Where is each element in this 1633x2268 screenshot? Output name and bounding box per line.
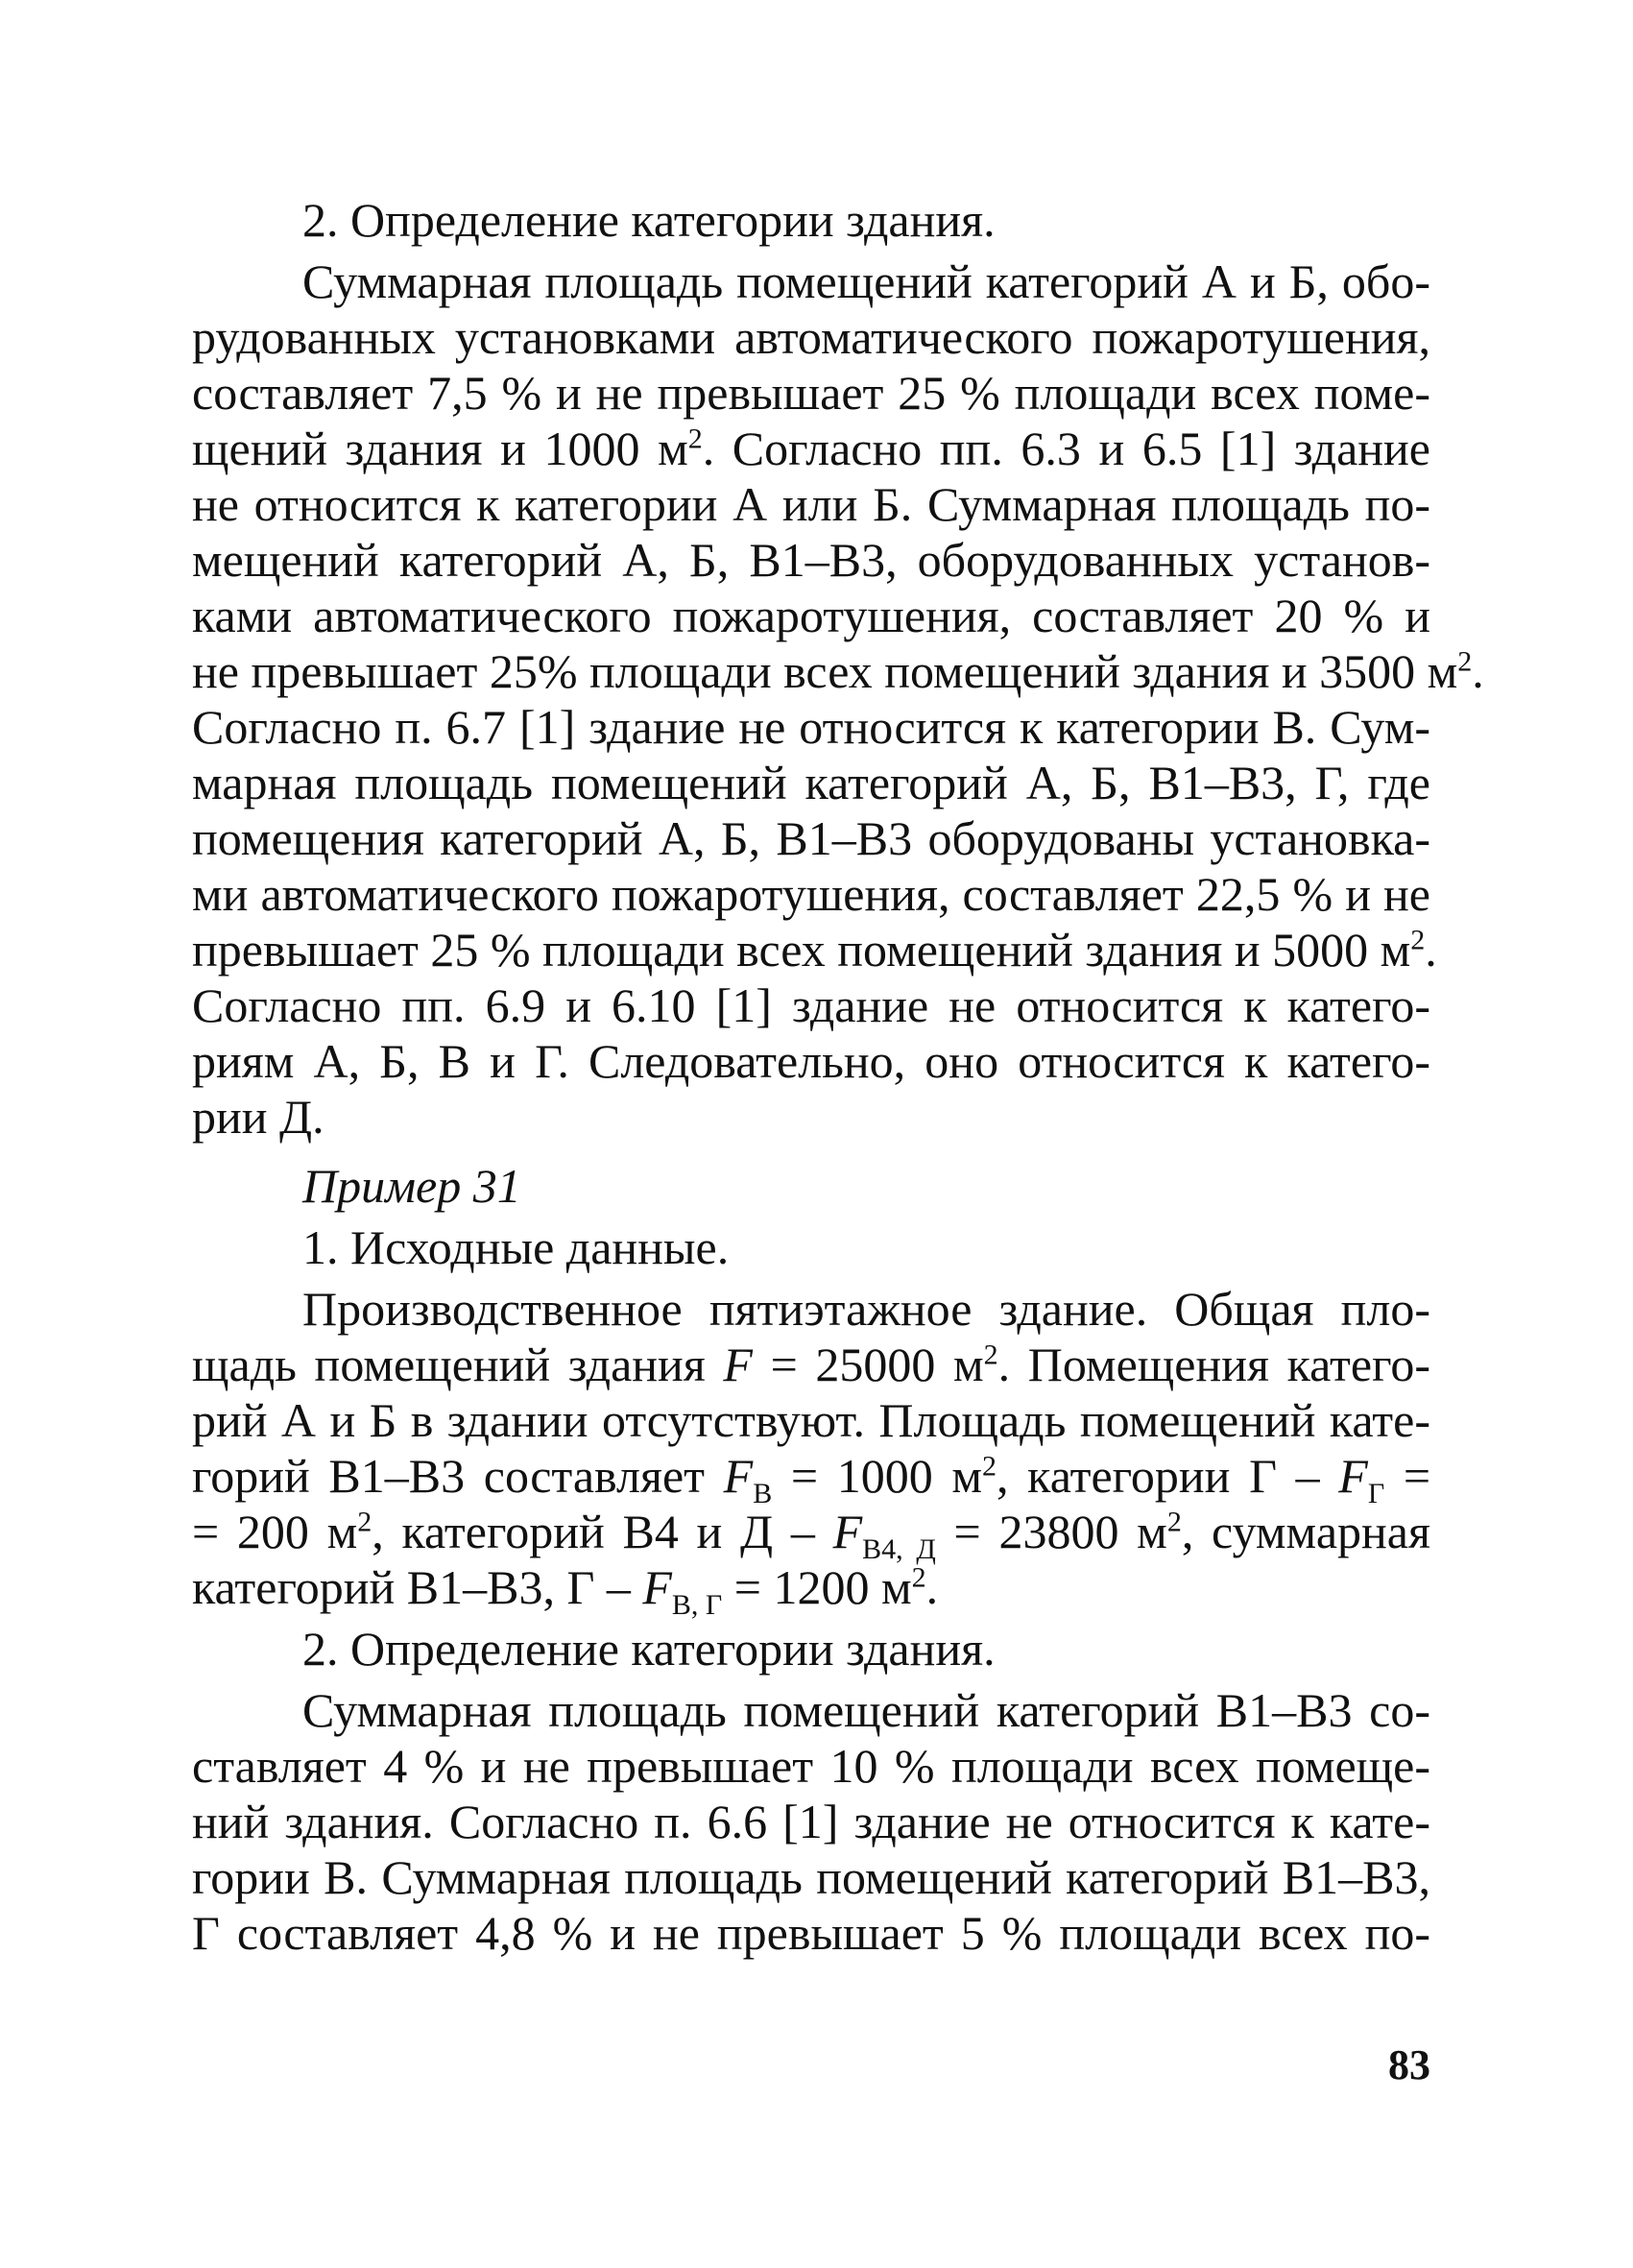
paragraph-line: щений здания и 1000 $м^2$. Согласно пп. 6.3 и 6.5 [1] здание <box>192 422 1430 475</box>
paragraph-line: марная площадь помещений категорий А, Б, В1–В3, Г, где <box>192 756 1430 809</box>
paragraph-line: рудованных установками автоматического пожаротушения, <box>192 310 1430 364</box>
paragraph-line: ми автоматического пожаротушения, составляет 22,5 % и не <box>192 867 1430 921</box>
paragraph-line: рии Д. <box>192 1090 324 1144</box>
section-heading: 1. Исходные данные. <box>302 1220 730 1274</box>
paragraph-line: Суммарная площадь помещений категорий В1–В3 со- <box>302 1683 1430 1737</box>
paragraph-line: щадь помещений здания F = 25000 $м^2$. Помещения катего- <box>192 1338 1430 1391</box>
paragraph-line: помещения категорий А, Б, В1–В3 оборудованы установка- <box>192 811 1430 865</box>
paragraph-line: Суммарная площадь помещений категорий А и Б, обо- <box>302 254 1430 308</box>
paragraph-line: ками автоматического пожаротушения, составляет 20 % и <box>192 589 1430 642</box>
paragraph-line: Г составляет 4,8 % и не превышает 5 % площади всех по- <box>192 1906 1430 1960</box>
paragraph-line: горий В1–В3 составляет $F_В = 1000$ $м^2$, категории Г – $F_Г$ = <box>192 1449 1431 1509</box>
paragraph-line: гории В. Суммарная площадь помещений категорий В1–В3, <box>192 1850 1430 1904</box>
section-heading: 2. Определение категории здания. <box>302 1622 996 1676</box>
section-heading: 2. Определение категории здания. <box>302 193 996 247</box>
paragraph-line: = 200 $м^2$, категорий В4 и $Д - F_{В4, Д} = 23800$ $м^2$, суммарная <box>192 1505 1430 1565</box>
paragraph-line: ставляет 4 % и не превышает 10 % площади всех помеще- <box>192 1739 1430 1793</box>
page-number: 83 <box>1388 2041 1430 2088</box>
paragraph-line: мещений категорий А, Б, В1–В3, оборудованных установ- <box>192 533 1430 587</box>
paragraph-line: риям А, Б, В и Г. Следовательно, оно относится к катего- <box>192 1034 1430 1088</box>
paragraph-line: рий А и Б в здании отсутствуют. Площадь помещений кате- <box>192 1393 1430 1447</box>
paragraph-line: Согласно п. 6.7 [1] здание не относится к категории В. Сум- <box>192 700 1430 754</box>
paragraph-line: ний здания. Согласно п. 6.6 [1] здание не относится к кате- <box>192 1795 1430 1848</box>
paragraph-line: не превышает 25% площади всех помещений здания и 3500 $м^2$. <box>192 644 1484 698</box>
paragraph-line: превышает 25 % площади всех помещений здания и 5000 $м^2$. <box>192 923 1437 977</box>
paragraph-line: составляет 7,5 % и не превышает 25 % площади всех поме- <box>192 366 1430 420</box>
page-body <box>192 192 1484 1961</box>
paragraph-line: Производственное пятиэтажное здание. Общая пло- <box>302 1282 1430 1336</box>
paragraph-line: категорий В1–В3, $Г - F_{В, Г} = 1200$ $м^2$. <box>192 1560 939 1621</box>
example-title: Пример 31 <box>302 1159 521 1213</box>
paragraph-line: Согласно пп. 6.9 и 6.10 [1] здание не относится к катего- <box>192 978 1430 1032</box>
paragraph-line: не относится к категории А или Б. Суммарная площадь по- <box>192 477 1430 531</box>
